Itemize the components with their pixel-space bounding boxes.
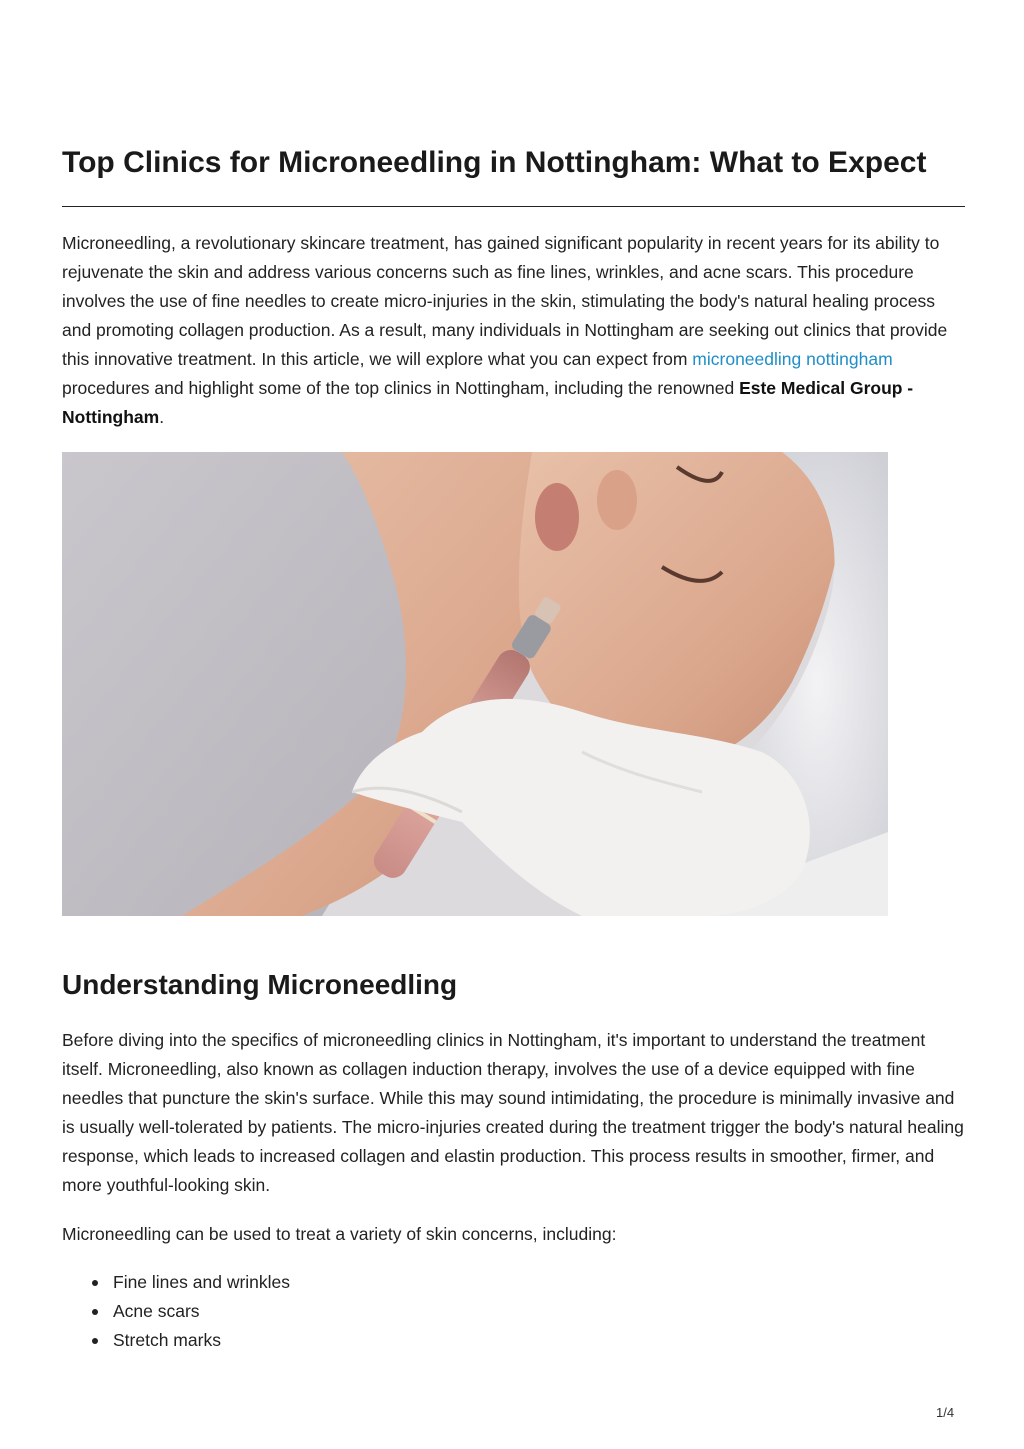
list-item-text: Acne scars — [113, 1301, 200, 1321]
clinic-name: Este Medical Group - Nottingham — [62, 378, 914, 427]
bullet-icon — [92, 1280, 98, 1286]
page-number: 1/4 — [936, 1405, 955, 1420]
list-intro: Microneedling can be used to treat a variety of skin concerns, including: — [62, 1224, 617, 1244]
section-heading: Understanding Microneedling — [62, 969, 458, 1000]
list-item — [62, 1326, 290, 1355]
list-item — [62, 1268, 290, 1297]
concerns-list — [62, 1268, 290, 1355]
microneedling-treatment-photo — [62, 452, 888, 916]
bullet-icon — [92, 1309, 98, 1315]
intro-text-continued: procedures and highlight some of the top clinics in Nottingham, including the renowned — [62, 378, 740, 398]
list-item-text: Fine lines and wrinkles — [113, 1272, 291, 1292]
intro-paragraph — [62, 229, 965, 432]
intro-text: Microneedling, a revolutionary skincare treatment, has gained significant popularity in recent years for its ability to rejuvenate the skin and address various concerns such as fine lines, wrinkles, and acne scars. This procedure involves the use of fine needles to create micro-injuries in the skin, stimulating the body's natural healing process and promoting collagen production. As a result, many individuals in Nottingham are seeking out clinics that provide this innovative treatment. In this article, we will explore what you can expect from — [62, 233, 948, 369]
intro-text-end: . — [159, 407, 165, 427]
list-item — [62, 1297, 290, 1326]
section-paragraph: Before diving into the specifics of microneedling clinics in Nottingham, it's important to understand the treatment itself. Microneedling, also known as collagen induction therapy, involves the use of a device equipped with fine needles that puncture the skin's surface. While this may sound intimidating, the procedure is minimally invasive and is usually well-tolerated by patients. The micro-injuries created during the treatment trigger the body's natural healing response, which leads to increased collagen and elastin production. This process results in smoother, firmer, and more youthful-looking skin. — [62, 1030, 964, 1195]
microneedling-nottingham-link[interactable]: microneedling nottingham — [692, 349, 893, 369]
title-divider — [62, 206, 965, 207]
article-title: Top Clinics for Microneedling in Nottingham: What to Expect — [62, 146, 927, 179]
bullet-icon — [92, 1338, 98, 1344]
list-item-text: Stretch marks — [113, 1330, 221, 1350]
